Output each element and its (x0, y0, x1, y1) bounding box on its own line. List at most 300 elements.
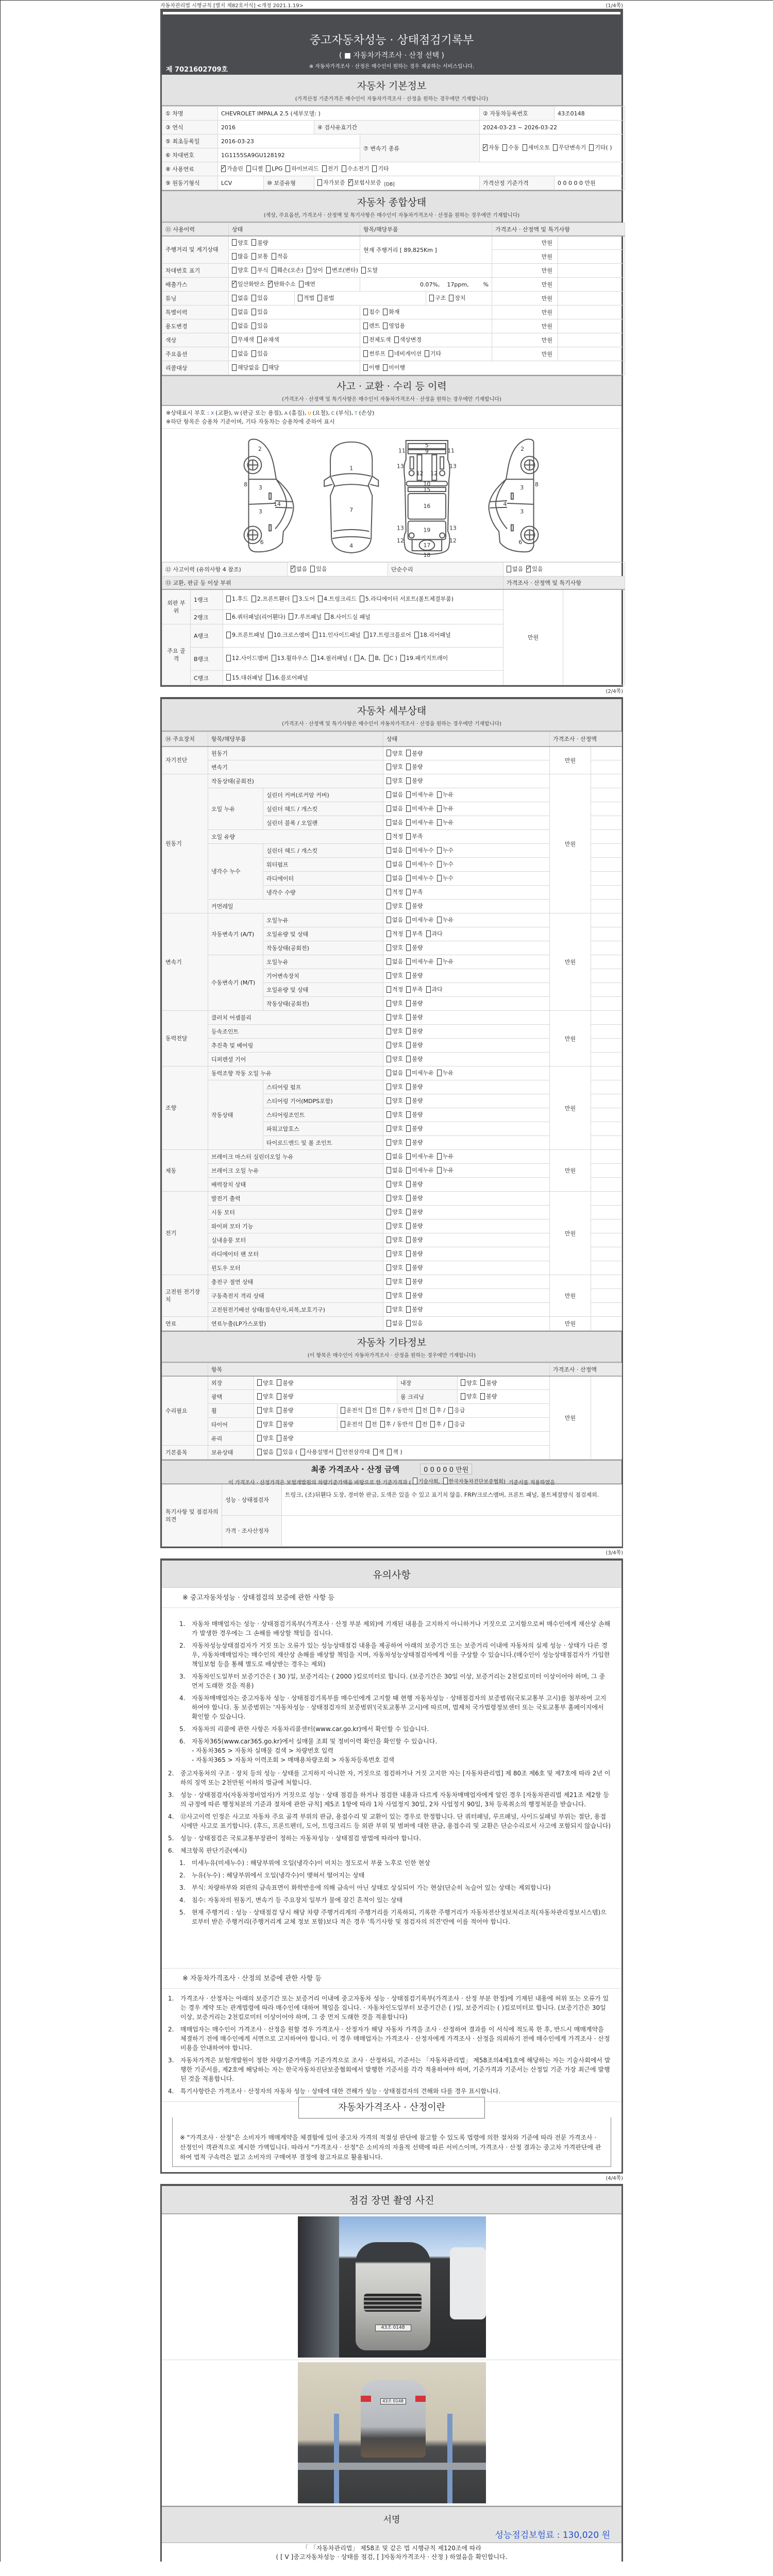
checkbox-option[interactable] (246, 164, 263, 173)
checkbox-option[interactable] (406, 790, 434, 799)
checkbox-option[interactable] (386, 943, 403, 952)
checkbox-option[interactable] (406, 749, 423, 757)
checkbox-option[interactable] (232, 363, 260, 371)
price-note[interactable] (591, 900, 622, 913)
item-label: 작동상태 (208, 1080, 263, 1150)
checkbox-option[interactable] (326, 266, 358, 274)
checkbox-option[interactable] (232, 239, 248, 247)
checkbox-option[interactable] (251, 321, 268, 330)
basis-suffix: 기준서를 적용하였음 (508, 1480, 555, 1486)
legend-text: (부식), (335, 410, 354, 416)
law-text-2: ( [ V ]중고자동차성능 · 상태를 점검, [ ]자동차가격조사 · 산정 ) 하였음을 확인합니다. (276, 2553, 508, 2561)
checkbox-option[interactable] (406, 1291, 423, 1299)
checkbox-option[interactable] (386, 1208, 403, 1216)
price-note[interactable] (558, 319, 625, 333)
checkbox-option[interactable] (429, 294, 446, 302)
checkbox-option[interactable] (425, 349, 441, 358)
checkbox-option[interactable] (437, 1069, 453, 1077)
checkbox-option[interactable] (226, 613, 285, 621)
checkbox-option[interactable] (507, 565, 523, 573)
price-note[interactable] (591, 997, 622, 1011)
checkbox-option[interactable] (363, 349, 385, 358)
checkbox-option[interactable] (386, 1069, 403, 1077)
page-3-notes (160, 1558, 623, 2174)
col-header: 상태 (229, 223, 360, 236)
checkbox-option[interactable] (363, 363, 380, 371)
checkbox-option[interactable] (386, 762, 403, 771)
checkbox-option[interactable] (226, 631, 265, 639)
price-note[interactable] (591, 816, 622, 830)
price-note[interactable] (591, 747, 622, 760)
price-note[interactable] (591, 941, 622, 955)
checkbox-option[interactable] (257, 1392, 274, 1400)
checkbox-option[interactable] (406, 762, 423, 771)
price-note[interactable] (563, 589, 625, 685)
checkbox-option[interactable] (406, 1222, 423, 1230)
price-note[interactable] (558, 278, 625, 292)
checkbox-option[interactable] (313, 631, 360, 639)
price-note[interactable] (591, 1376, 622, 1460)
checkbox-option[interactable] (406, 1249, 423, 1258)
price-note[interactable] (558, 250, 625, 264)
price-note[interactable] (558, 333, 625, 347)
checkbox-icon (299, 281, 304, 287)
checkbox-option[interactable] (317, 178, 345, 187)
checkbox-option[interactable] (386, 749, 403, 757)
checkbox-option[interactable] (437, 916, 453, 924)
checkbox-option[interactable] (426, 929, 443, 938)
checkbox-option[interactable] (226, 654, 268, 662)
checkbox-option[interactable] (232, 335, 254, 344)
note-item (168, 2056, 611, 2083)
price-note[interactable] (591, 913, 622, 927)
checkbox-option[interactable] (257, 335, 279, 344)
checkbox-option[interactable] (386, 971, 403, 979)
price-note[interactable] (591, 983, 622, 997)
price-note[interactable] (591, 1039, 622, 1053)
option-label: 양호 (392, 1264, 404, 1272)
checkbox-option[interactable] (386, 1319, 403, 1327)
checkbox-icon (406, 1083, 411, 1090)
checkbox-option[interactable] (437, 1166, 453, 1174)
checkbox-option[interactable] (480, 1392, 497, 1400)
checkbox-option[interactable] (355, 654, 366, 662)
checkbox-option[interactable] (406, 874, 434, 882)
price-note[interactable] (558, 347, 625, 361)
checkbox-option[interactable] (406, 832, 423, 840)
checkbox-option[interactable] (251, 294, 268, 302)
checkbox-option[interactable] (221, 164, 243, 173)
checkbox-option[interactable] (406, 902, 423, 910)
checkbox-option[interactable] (406, 818, 434, 826)
checkbox-option[interactable] (406, 1110, 423, 1118)
checkbox-option[interactable] (277, 1406, 293, 1414)
checkbox-option[interactable] (386, 804, 403, 812)
legend-symbol: U (306, 411, 313, 416)
checkbox-option[interactable] (232, 308, 248, 316)
detail-row (162, 1275, 622, 1289)
checkbox-option[interactable] (449, 294, 465, 302)
checkbox-option[interactable] (406, 860, 434, 868)
col-header: 항목 (208, 1363, 550, 1376)
price-note[interactable] (591, 1136, 622, 1150)
main-frame-label: 주요 골격 (162, 624, 191, 685)
checkbox-option[interactable] (386, 1249, 403, 1258)
checkbox-option[interactable] (386, 1124, 403, 1132)
price-note[interactable] (591, 969, 622, 983)
checkbox-option[interactable] (386, 1277, 403, 1285)
checkbox-option[interactable] (461, 1379, 477, 1387)
checkbox-option[interactable] (406, 1096, 423, 1105)
checkbox-option[interactable] (341, 1406, 363, 1414)
checkbox-icon (386, 1320, 391, 1327)
checkbox-option[interactable] (416, 1420, 428, 1428)
checkbox-option[interactable] (461, 1392, 477, 1400)
checkbox-option[interactable] (257, 1448, 274, 1456)
checkbox-option[interactable] (430, 1420, 445, 1428)
checkbox-option[interactable] (386, 1166, 403, 1174)
checkbox-option[interactable] (311, 654, 352, 662)
price-note[interactable] (591, 1303, 622, 1317)
checkbox-option[interactable] (310, 565, 327, 573)
checkbox-option[interactable] (383, 308, 399, 316)
item-label: 라디에이터 팬 모터 (208, 1247, 383, 1261)
checkbox-option[interactable] (589, 144, 612, 151)
checkbox-option[interactable] (257, 1379, 274, 1387)
checkbox-option[interactable] (373, 1448, 384, 1456)
checkbox-option[interactable] (406, 1263, 423, 1272)
checkbox-option[interactable] (406, 804, 434, 812)
checkbox-option[interactable] (406, 985, 423, 993)
checkbox-option[interactable] (406, 1152, 434, 1160)
checkbox-option[interactable] (232, 294, 248, 302)
checkbox-option[interactable] (232, 349, 248, 358)
checkbox-option[interactable] (430, 1406, 445, 1414)
checkbox-option[interactable] (383, 363, 405, 371)
checkbox-icon (386, 1209, 391, 1215)
checkbox-option[interactable] (406, 1082, 423, 1091)
checkbox-icon (386, 1306, 391, 1313)
price-note[interactable] (591, 1178, 622, 1192)
checkbox-option[interactable] (372, 164, 389, 173)
checkbox-option[interactable] (386, 1305, 403, 1313)
checkbox-option[interactable] (366, 1420, 377, 1428)
checkbox-option[interactable] (293, 595, 315, 603)
checkbox-option[interactable] (443, 1477, 506, 1485)
checkbox-option[interactable] (386, 1291, 403, 1299)
price-note[interactable] (591, 1150, 622, 1164)
checkbox-option[interactable] (406, 1013, 423, 1021)
checkbox-option[interactable] (386, 1180, 403, 1188)
checkbox-option[interactable] (268, 631, 310, 639)
box-title: 자동차가격조사 · 산정이란 (298, 2097, 485, 2119)
checkbox-option[interactable] (386, 1041, 403, 1049)
checkbox-option[interactable] (318, 595, 357, 603)
checkbox-option[interactable] (386, 985, 403, 993)
checkbox-option[interactable] (387, 1448, 402, 1456)
price-note[interactable] (591, 1025, 622, 1039)
checkbox-option[interactable] (232, 321, 248, 330)
checkbox-option[interactable] (386, 916, 403, 924)
checkbox-option[interactable] (406, 971, 423, 979)
checkbox-option[interactable] (251, 308, 268, 316)
checkbox-option[interactable] (299, 280, 315, 288)
checkbox-option[interactable] (272, 654, 308, 662)
note-text: 가격조사 · 산정자는 아래의 보증기간 또는 보증거리 이내에 중고자동차 성능 · 상태점검기록부(가격조사 · 산정 부분 한정)에 기재된 내용에 허위 또는 오류가 있는 경우 계약 또는 관계법령에 따라 매수인에 대하여 책임을 집니다. · 자동차인도일부터 보증기간은 ( )일, 보증거리는 ( )킬로미터로 합니다. (보증기간은 30일 이상, 보증거리는 2천킬로미터 이상이어야 하며, 그 중 먼저 도래한 것을 적용합니다) (180, 1995, 609, 2021)
checkbox-option[interactable] (268, 280, 296, 288)
checkbox-option[interactable] (523, 144, 550, 151)
checkbox-option[interactable] (386, 1110, 403, 1118)
checkbox-option[interactable] (272, 252, 288, 260)
price-note[interactable] (558, 292, 625, 306)
checkbox-option[interactable] (386, 1138, 403, 1146)
checkbox-option[interactable] (406, 1041, 423, 1049)
price-note[interactable] (591, 1122, 622, 1136)
checkbox-option[interactable] (483, 144, 499, 151)
checkbox-option[interactable] (289, 613, 322, 621)
checkbox-option[interactable] (232, 266, 248, 274)
checkbox-option[interactable] (386, 776, 403, 785)
checkbox-option[interactable] (400, 654, 448, 662)
checkbox-option[interactable] (386, 888, 403, 896)
checkbox-option[interactable] (384, 654, 397, 662)
checkbox-option[interactable] (386, 846, 403, 854)
checkbox-option[interactable] (341, 1420, 363, 1428)
checkbox-option[interactable] (406, 929, 423, 938)
checkbox-option[interactable] (406, 1138, 423, 1146)
checkbox-option[interactable] (437, 1152, 453, 1160)
price-note[interactable] (591, 1289, 622, 1303)
option-label: 양호 (466, 1393, 478, 1400)
price-note[interactable] (591, 927, 622, 941)
checkbox-option[interactable] (386, 818, 403, 826)
checkbox-option[interactable] (226, 595, 248, 603)
price-note[interactable] (591, 1108, 622, 1122)
checkbox-option[interactable] (406, 1166, 434, 1174)
checkbox-option[interactable] (257, 1434, 274, 1442)
price-note[interactable] (591, 872, 622, 886)
checkbox-option[interactable] (386, 902, 403, 910)
checkbox-option[interactable] (437, 957, 453, 965)
checkbox-option[interactable] (406, 943, 423, 952)
checkbox-option[interactable] (266, 673, 308, 682)
price-note[interactable] (591, 858, 622, 872)
checkbox-option[interactable] (406, 1180, 423, 1188)
checkbox-option[interactable] (406, 846, 434, 854)
note-text: ⑫사고이력 인정은 사고로 자동차 주요 골격 부위의 판금, 용접수리 및 교환이 있는 경우로 한정합니다. 단 쿼터패널, 루프패널, 사이드실패널 부위는 절단, 용접 시에만 사고로 표기합니다. (후드, 프론트펜더, 도어, 트렁크리드 등 외판 부위 및 범퍼에 대한 판금, 용접수리 및 교환은 단순수리로서 사고에 포함되지 않습니다) (180, 1813, 611, 1829)
checkbox-option[interactable] (386, 790, 403, 799)
checkbox-option[interactable] (406, 1069, 434, 1077)
price-note[interactable] (591, 1011, 622, 1025)
checkbox-option[interactable] (386, 874, 403, 882)
checkbox-option[interactable] (437, 860, 453, 868)
checkbox-option[interactable] (348, 178, 381, 187)
checkbox-option[interactable] (406, 1208, 423, 1216)
checkbox-option[interactable] (526, 565, 543, 573)
inspection-period-label: ④ 검사유효기간 (314, 121, 480, 134)
checkbox-option[interactable] (363, 335, 391, 344)
checkbox-option[interactable] (366, 1406, 377, 1414)
car-left-side-view (244, 439, 294, 552)
checkbox-option[interactable] (406, 888, 423, 896)
checkbox-option[interactable] (406, 1319, 423, 1327)
checkbox-icon (406, 889, 411, 895)
price-note[interactable] (591, 1066, 622, 1080)
checkbox-option[interactable] (369, 654, 380, 662)
price-note[interactable] (591, 1080, 622, 1094)
checkbox-option[interactable] (406, 957, 434, 965)
checkbox-option[interactable] (386, 1096, 403, 1105)
checkbox-option[interactable] (251, 595, 290, 603)
part-number-label: 9 (425, 448, 429, 455)
color-items (360, 333, 492, 347)
price-note[interactable] (591, 1233, 622, 1247)
checkbox-option[interactable] (226, 673, 263, 682)
checkbox-option[interactable] (277, 1392, 293, 1400)
checkbox-option[interactable] (277, 1379, 293, 1387)
option-label: 양호 (392, 1223, 404, 1230)
checkbox-option[interactable] (394, 335, 422, 344)
checkbox-option[interactable] (389, 349, 422, 358)
checkbox-option[interactable] (406, 1124, 423, 1132)
checkbox-option[interactable] (406, 1027, 423, 1035)
checkbox-option[interactable] (386, 957, 403, 965)
checkbox-option[interactable] (553, 144, 586, 151)
checkbox-option[interactable] (413, 1477, 440, 1485)
checkbox-option[interactable] (307, 266, 323, 274)
price-note[interactable] (591, 830, 622, 844)
checkbox-option[interactable] (406, 1055, 423, 1063)
checkbox-option[interactable] (277, 1448, 297, 1456)
checkbox-option[interactable] (414, 631, 451, 639)
checkbox-option[interactable] (232, 252, 248, 260)
checkbox-option[interactable] (300, 1448, 333, 1456)
price-note[interactable] (591, 1219, 622, 1233)
checkbox-option[interactable] (363, 321, 380, 330)
checkbox-option[interactable] (437, 818, 453, 826)
price-note[interactable] (591, 1164, 622, 1178)
checkbox-option[interactable] (502, 144, 519, 151)
checkbox-option[interactable] (406, 999, 423, 1007)
price-note[interactable] (591, 886, 622, 900)
checkbox-option[interactable] (322, 164, 339, 173)
price-note[interactable] (591, 788, 622, 802)
checkbox-option[interactable] (386, 1235, 403, 1244)
checkbox-option[interactable] (386, 1263, 403, 1272)
price-note[interactable] (591, 1094, 622, 1108)
checkbox-option[interactable] (298, 294, 314, 302)
checkbox-option[interactable] (386, 1055, 403, 1063)
checkbox-option[interactable] (406, 1235, 423, 1244)
checkbox-option[interactable] (437, 804, 453, 812)
checkbox-option[interactable] (361, 266, 378, 274)
checkbox-option[interactable] (257, 1420, 274, 1428)
checkbox-option[interactable] (277, 1434, 293, 1442)
checkbox-option[interactable] (337, 1448, 369, 1456)
checkbox-option[interactable] (360, 595, 453, 603)
price-note[interactable] (591, 760, 622, 774)
checkbox-option[interactable] (406, 1194, 423, 1202)
checkbox-option[interactable] (448, 1420, 465, 1428)
checkbox-option[interactable] (257, 1406, 274, 1414)
checkbox-option[interactable] (386, 1152, 403, 1160)
checkbox-option[interactable] (426, 985, 443, 993)
checkbox-option[interactable] (251, 239, 268, 247)
checkbox-option[interactable] (232, 280, 265, 288)
checkbox-option[interactable] (480, 1379, 497, 1387)
checkbox-option[interactable] (437, 874, 453, 882)
price-note[interactable] (591, 844, 622, 858)
checkbox-option[interactable] (386, 1194, 403, 1202)
note-item (168, 1846, 611, 1855)
checkbox-option[interactable] (291, 565, 307, 573)
price-note[interactable] (591, 774, 622, 788)
price-note[interactable] (591, 1247, 622, 1261)
checkbox-option[interactable] (317, 294, 334, 302)
checkbox-option[interactable] (342, 164, 369, 173)
checkbox-option[interactable] (416, 1406, 428, 1414)
price-note[interactable] (591, 1206, 622, 1219)
checkbox-option[interactable] (386, 832, 403, 840)
checkbox-option[interactable] (251, 349, 268, 358)
checkbox-option[interactable] (437, 846, 453, 854)
col-header: 가격조사 · 산정액 및 특기사항 (492, 223, 625, 236)
option-label: 불량 (412, 1125, 423, 1132)
checkbox-option[interactable] (251, 252, 268, 260)
checkbox-option[interactable] (437, 790, 453, 799)
price-note[interactable] (591, 1317, 622, 1331)
price-note[interactable] (558, 264, 625, 278)
checkbox-option[interactable] (263, 363, 279, 371)
checkbox-option[interactable] (251, 266, 268, 274)
checkbox-option[interactable] (386, 1027, 403, 1035)
checkbox-option[interactable] (380, 1420, 413, 1428)
checkbox-option[interactable] (406, 1277, 423, 1285)
checkbox-option[interactable] (386, 1222, 403, 1230)
checkbox-option[interactable] (325, 613, 371, 621)
checkbox-option[interactable] (363, 308, 380, 316)
checkbox-option[interactable] (386, 999, 403, 1007)
checkbox-option[interactable] (386, 1013, 403, 1021)
checkbox-option[interactable] (386, 1082, 403, 1091)
price-note[interactable] (591, 955, 622, 969)
checkbox-option[interactable] (406, 776, 423, 785)
checkbox-option[interactable] (272, 266, 304, 274)
checkbox-option[interactable] (364, 631, 411, 639)
underside-inspection-photo[interactable] (298, 2362, 486, 2503)
checkbox-option[interactable] (386, 929, 403, 938)
price-note[interactable] (591, 1053, 622, 1066)
price-note[interactable] (558, 236, 625, 250)
checkbox-option[interactable] (406, 916, 434, 924)
checkbox-option[interactable] (386, 860, 403, 868)
checkbox-option[interactable] (383, 321, 405, 330)
checkbox-option[interactable] (448, 1406, 465, 1414)
price-note[interactable] (591, 1192, 622, 1206)
checkbox-option[interactable] (277, 1420, 293, 1428)
checkbox-option[interactable] (380, 1406, 413, 1414)
item-label: 등속조인트 (208, 1025, 383, 1039)
price-note[interactable] (558, 306, 625, 319)
checkbox-option[interactable] (266, 165, 282, 172)
price-note[interactable] (591, 1261, 622, 1275)
checkbox-option[interactable] (285, 164, 318, 173)
price-note[interactable] (591, 802, 622, 816)
price-note[interactable] (591, 1275, 622, 1289)
rank-label: A랭크 (191, 624, 223, 648)
front-inspection-photo[interactable] (298, 2216, 486, 2358)
checkbox-option[interactable] (406, 1305, 423, 1313)
